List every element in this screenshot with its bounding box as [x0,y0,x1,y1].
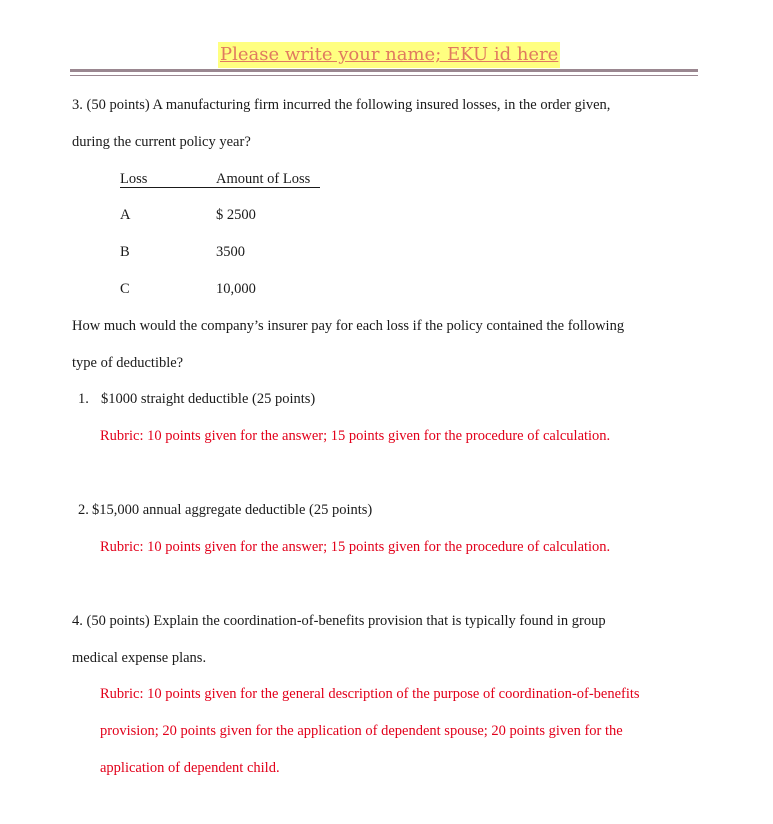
table-cell-loss-a: A [120,207,131,223]
table-header-underline [120,187,320,188]
header-divider-thick [70,69,698,72]
question-4-rubric-line-3: application of dependent child. [100,760,280,776]
question-3-line-2: during the current policy year? [72,134,251,150]
part-2-text: $15,000 annual aggregate deductible (25 points) [92,502,373,518]
question-3-line-1: 3. (50 points) A manufacturing firm incurred the following insured losses, in the order given, [72,97,611,113]
question-4-line-2: medical expense plans. [72,650,207,666]
table-cell-amount-a: $ 2500 [216,207,256,223]
part-2-number: 2. [78,502,89,518]
part-1-number: 1. [78,391,89,407]
part-1-rubric: Rubric: 10 points given for the answer; 15 points given for the procedure of calculation. [100,428,611,444]
question-4-line-1: 4. (50 points) Explain the coordination-of-benefits provision that is typically found in group [72,613,606,629]
table-cell-amount-c: 10,000 [216,281,256,297]
part-1-text: $1000 straight deductible (25 points) [101,391,316,407]
question-3-prompt-line-1: How much would the company’s insurer pay for each loss if the policy contained the following [72,318,625,334]
name-id-field[interactable]: Please write your name; EKU id here [218,42,560,68]
header-divider-thin [70,75,698,76]
question-4-rubric-line-1: Rubric: 10 points given for the general description of the purpose of coordination-of-benefits [100,686,640,702]
question-3-prompt-line-2: type of deductible? [72,355,184,371]
table-cell-loss-c: C [120,281,130,297]
table-header-loss: Loss [120,171,148,187]
table-cell-amount-b: 3500 [216,244,245,260]
question-4-rubric-line-2: provision; 20 points given for the application of dependent spouse; 20 points given for the [100,723,623,739]
table-cell-loss-b: B [120,244,130,260]
table-header-amount: Amount of Loss [216,171,311,187]
part-2-rubric: Rubric: 10 points given for the answer; 15 points given for the procedure of calculation. [100,539,611,555]
